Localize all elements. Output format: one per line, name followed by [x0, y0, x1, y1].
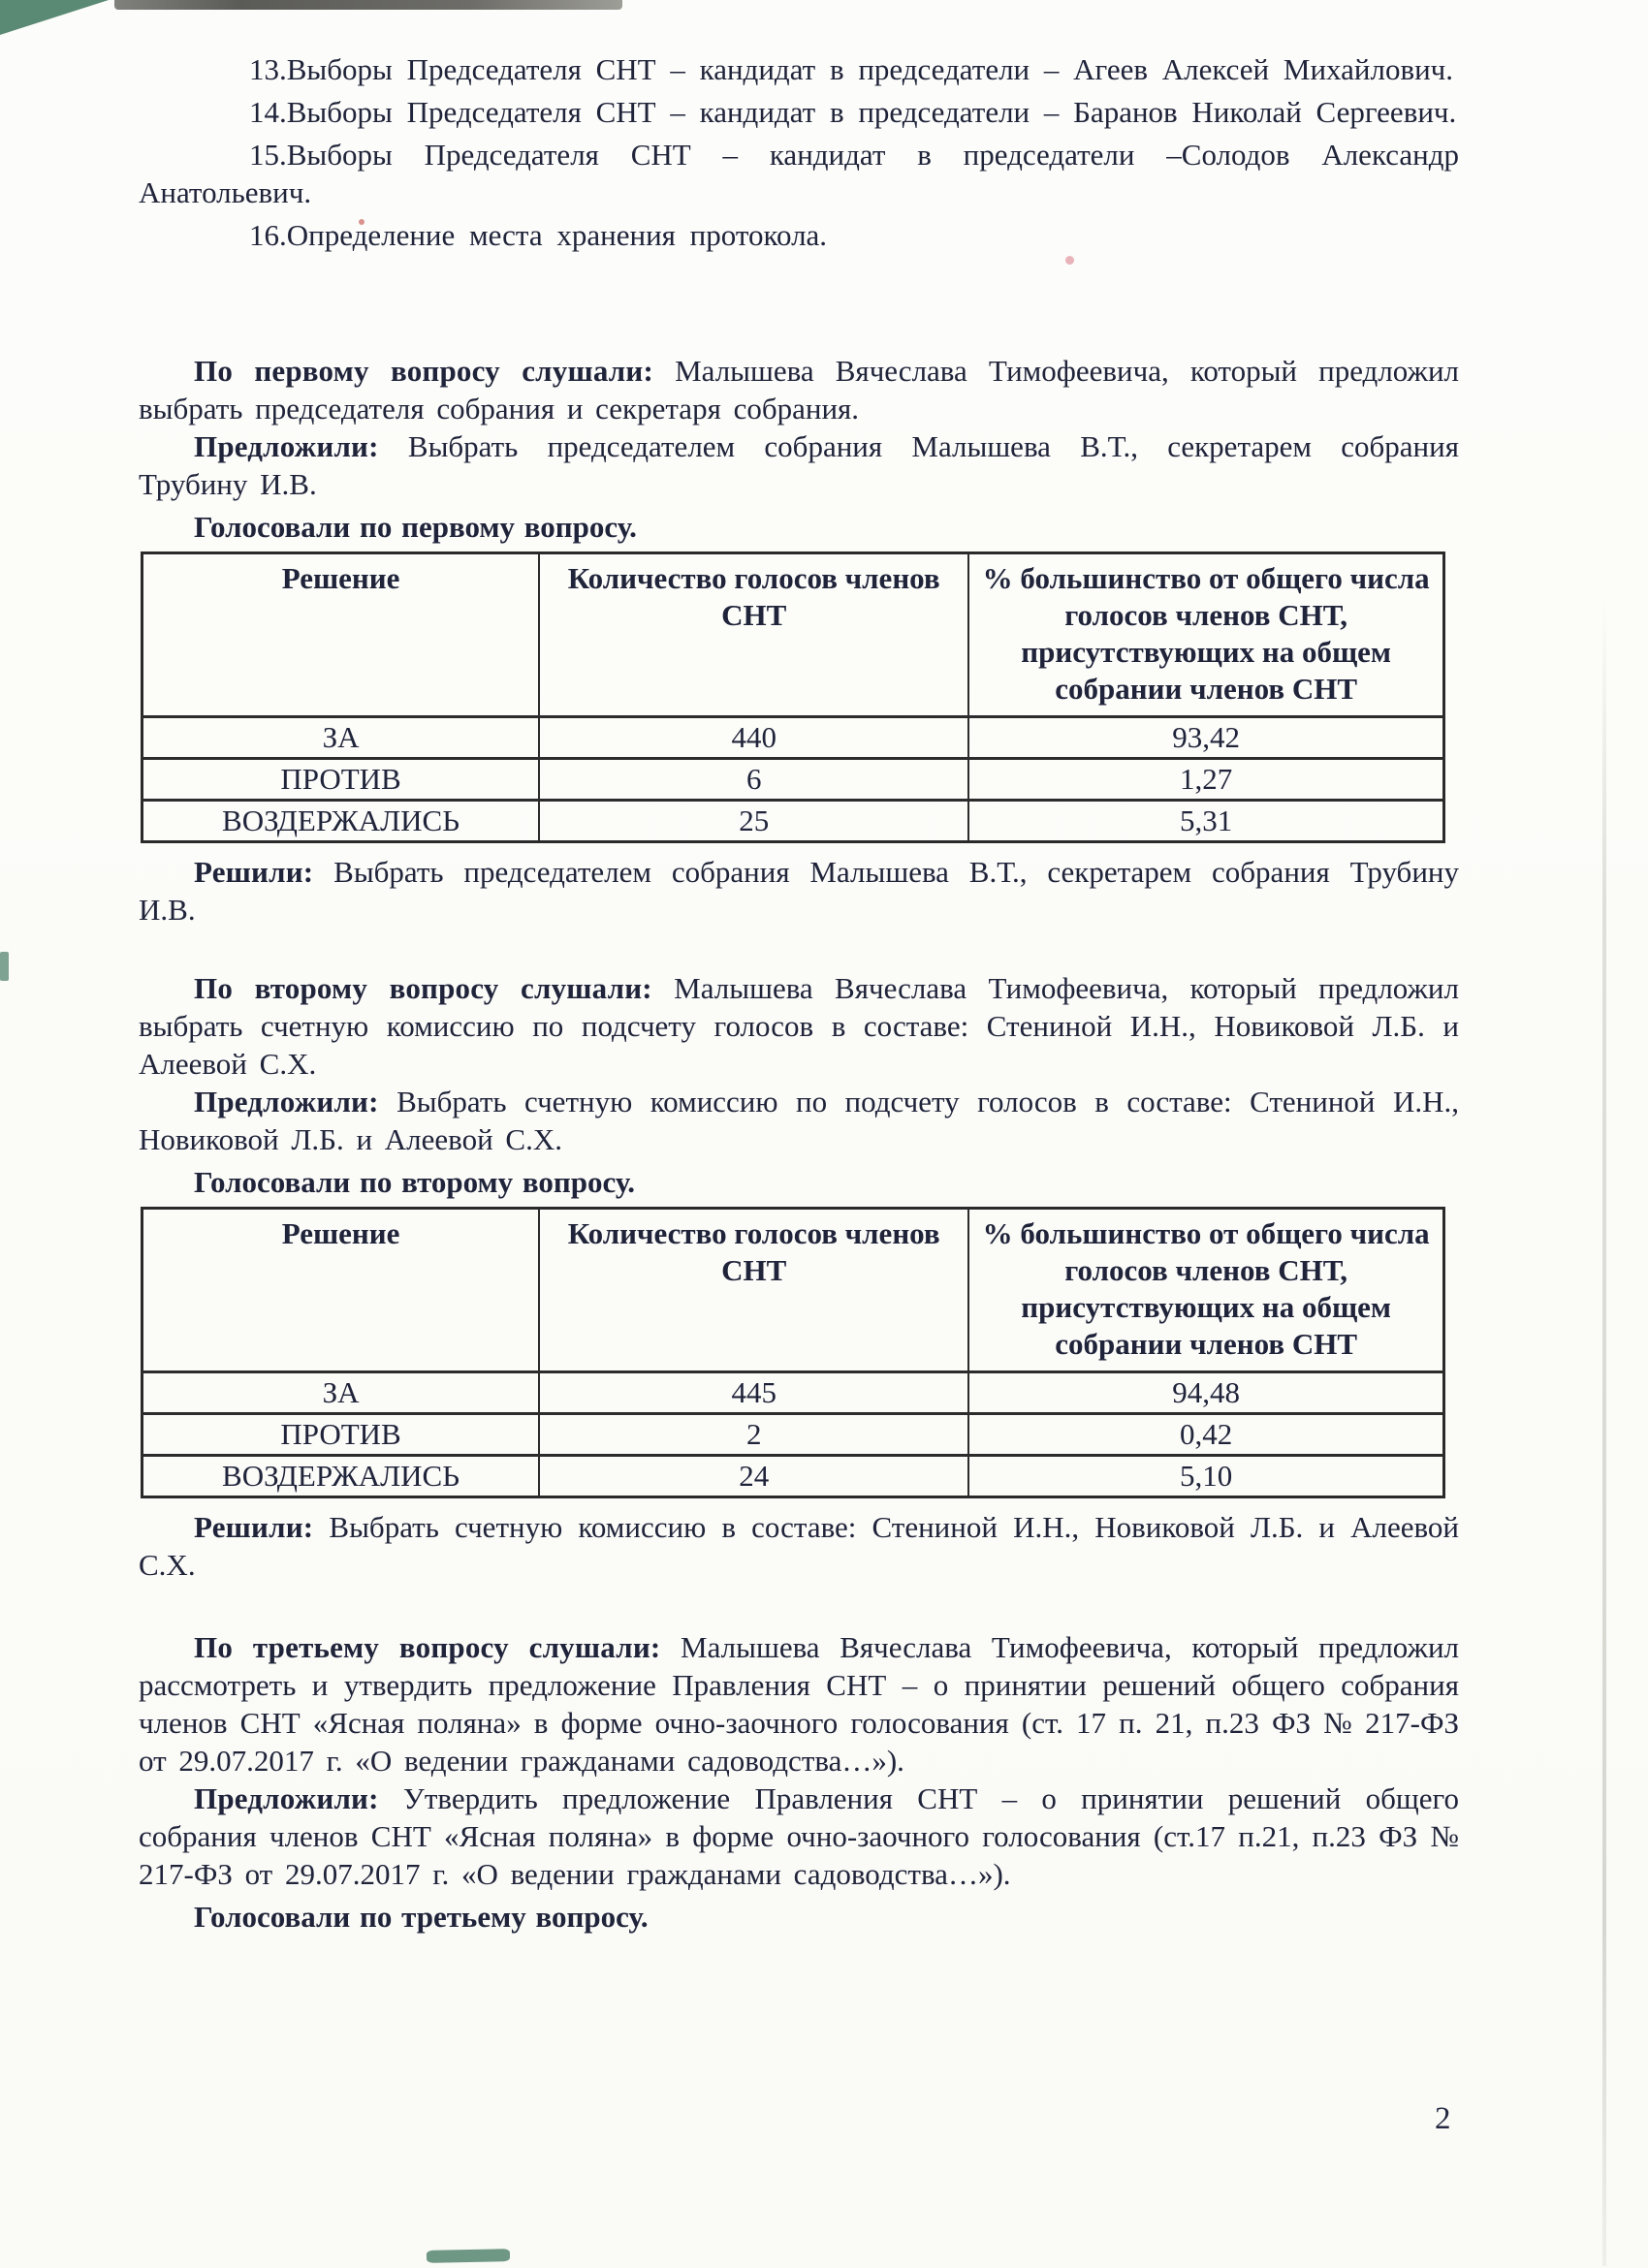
agenda-item-text: Определение места хранения протокола.: [286, 218, 828, 252]
q2-resolved-label: Решили:: [194, 1510, 314, 1544]
q3-heard-paragraph: [139, 1628, 1459, 1780]
agenda-item-16: [139, 216, 1459, 254]
q2-vote-table: [141, 1207, 1445, 1498]
cell-percent: 1,27: [968, 759, 1443, 801]
cell-decision: ЗА: [143, 717, 540, 759]
q2-table-header-row: [143, 1209, 1444, 1372]
section-gap: [139, 929, 1459, 969]
q2-heard-paragraph: [139, 969, 1459, 1083]
q2-proposed-text: Выбрать счетную комиссию по подсчету голосов в составе: Стениной И.Н., Новиковой Л.Б. и Алеевой С.Х.: [139, 1085, 1459, 1156]
scan-bottom-edge-artifact: [427, 2249, 510, 2263]
cell-percent: 5,31: [968, 801, 1443, 842]
q2-resolved-text: Выбрать счетную комиссию в составе: Стениной И.Н., Новиковой Л.Б. и Алеевой С.Х.: [139, 1510, 1459, 1582]
q2-voted-heading: Голосовали по второму вопросу.: [194, 1165, 636, 1199]
section-gap: [139, 1584, 1459, 1628]
cell-votes: 25: [539, 801, 968, 842]
q3-proposed-paragraph: [139, 1780, 1459, 1893]
cell-decision: ЗА: [143, 1372, 540, 1414]
agenda-item-number: 15.: [249, 138, 287, 172]
page-number: 2: [1435, 2101, 1451, 2136]
header-cell-percent: % большинство от общего числа голосов членов СНТ, присутствующих на общем собрании членов СНТ: [968, 553, 1443, 717]
vote-row-vozderzhalis: [143, 1456, 1444, 1497]
cell-votes: 6: [539, 759, 968, 801]
cell-votes: 440: [539, 717, 968, 759]
agenda-item-number: 14.: [249, 95, 287, 129]
q3-proposed-label: Предложили:: [194, 1781, 379, 1815]
agenda-item-number: 13.: [249, 52, 287, 86]
q3-heard-text: Малышева Вячеслава Тимофеевича, который предложил рассмотреть и утвердить предложение Правления СНТ – о принятии решений общего собрания членов СНТ «Ясная поляна» в форме очно-заочного голосования (ст. 17 п. 21, п.23 ФЗ № 217-ФЗ от 29.07.2017 г. «О ведении гражданами садоводства…»).: [139, 1630, 1460, 1778]
vote-row-protiv: [143, 759, 1444, 801]
q1-vote-table: [141, 551, 1445, 843]
q2-heard-label: По второму вопросу слушали:: [194, 971, 652, 1005]
document-content: [139, 50, 1459, 1941]
vote-row-vozderzhalis: [143, 801, 1444, 842]
q1-heard-paragraph: [139, 352, 1459, 427]
header-cell-decision: Решение: [143, 553, 540, 717]
q1-proposed-text: Выбрать председателем собрания Малышева В.Т., секретарем собрания Трубину И.В.: [139, 429, 1459, 501]
cell-percent: 94,48: [968, 1372, 1443, 1414]
header-cell-percent: % большинство от общего числа голосов членов СНТ, присутствующих на общем собрании членов СНТ: [968, 1209, 1443, 1372]
q3-heard-label: По третьему вопросу слушали:: [194, 1630, 661, 1664]
cell-votes: 24: [539, 1456, 968, 1497]
q1-voted-heading: Голосовали по первому вопросу.: [194, 510, 637, 544]
q1-proposed-label: Предложили:: [194, 429, 379, 463]
q3-voted-heading: Голосовали по третьему вопросу.: [194, 1900, 649, 1934]
agenda-item-text: Выборы Председателя СНТ – кандидат в председатели – Агеев Алексей Михайлович.: [286, 52, 1454, 86]
vote-row-za: [143, 717, 1444, 759]
header-cell-decision: Решение: [143, 1209, 540, 1372]
scan-left-edge-artifact: [0, 952, 9, 981]
cell-percent: 5,10: [968, 1456, 1443, 1497]
q1-table-header-row: [143, 553, 1444, 717]
scan-corner-artifact: [0, 0, 109, 35]
scan-top-edge-artifact: [114, 0, 622, 10]
agenda-item-15: [139, 136, 1459, 211]
q1-heard-label: По первому вопросу слушали:: [194, 354, 653, 388]
q2-proposed-label: Предложили:: [194, 1085, 379, 1118]
q2-resolved-paragraph: [139, 1508, 1459, 1584]
vote-row-protiv: [143, 1414, 1444, 1456]
header-cell-votes: Количество голосов членов СНТ: [539, 553, 968, 717]
q1-resolved-label: Решили:: [194, 855, 314, 889]
agenda-item-text: Выборы Председателя СНТ – кандидат в председатели – Баранов Николай Сергеевич.: [286, 95, 1457, 129]
cell-percent: 0,42: [968, 1414, 1443, 1456]
q1-proposed-paragraph: [139, 427, 1459, 503]
cell-votes: 2: [539, 1414, 968, 1456]
cell-decision: ПРОТИВ: [143, 1414, 540, 1456]
q2-proposed-paragraph: [139, 1083, 1459, 1158]
header-cell-votes: Количество голосов членов СНТ: [539, 1209, 968, 1372]
agenda-item-13: [139, 50, 1459, 88]
cell-decision: ВОЗДЕРЖАЛИСЬ: [143, 801, 540, 842]
q3-proposed-text: Утвердить предложение Правления СНТ – о принятии решений общего собрания членов СНТ «Ясная поляна» в форме очно-заочного голосования (ст.17 п.21, п.23 ФЗ № 217-ФЗ от 29.07.2017 г. «О ведении гражданами садоводства…»).: [139, 1781, 1459, 1891]
cell-percent: 93,42: [968, 717, 1443, 759]
q1-resolved-text: Выбрать председателем собрания Малышева В.Т., секретарем собрания Трубину И.В.: [139, 855, 1459, 927]
cell-decision: ПРОТИВ: [143, 759, 540, 801]
cell-decision: ВОЗДЕРЖАЛИСЬ: [143, 1456, 540, 1497]
q1-heard-text: Малышева Вячеслава Тимофеевича, который предложил выбрать председателя собрания и секретаря собрания.: [139, 354, 1460, 425]
q1-resolved-paragraph: [139, 853, 1459, 929]
agenda-item-14: [139, 93, 1459, 131]
agenda-item-number: 16.: [249, 218, 287, 252]
scan-right-shadow: [1602, 601, 1606, 2266]
q2-heard-text: Малышева Вячеслава Тимофеевича, который предложил выбрать счетную комиссию по подсчету голосов в составе: Стениной И.Н., Новиковой Л.Б. и Алеевой С.Х.: [139, 971, 1459, 1081]
cell-votes: 445: [539, 1372, 968, 1414]
section-gap: [139, 259, 1459, 352]
agenda-item-text: Выборы Председателя СНТ – кандидат в председатели –Солодов Александр Анатольевич.: [139, 138, 1459, 209]
vote-row-za: [143, 1372, 1444, 1414]
